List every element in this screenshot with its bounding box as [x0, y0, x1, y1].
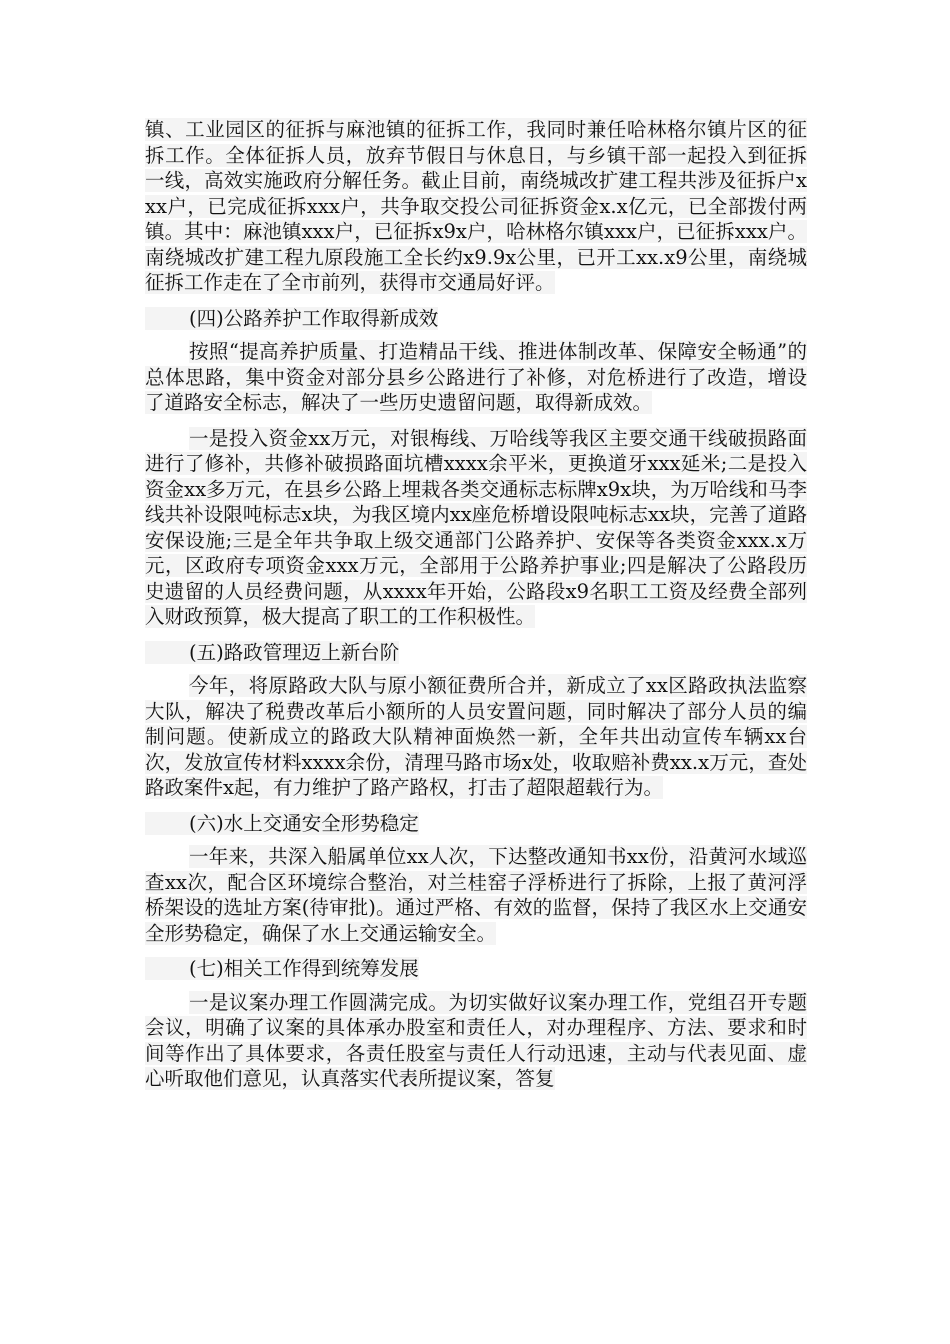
paragraph-expropriation [145, 117, 807, 296]
section-heading-water-traffic [145, 811, 807, 837]
heading-text: (四)公路养护工作取得新成效 [145, 307, 438, 330]
paragraph-text: 今年，将原路政大队与原小额征费所合并，新成立了xx区路政执法监察大队，解决了税费改革后小额所的人员安置问题，同时解决了部分人员的编制问题。使新成立的路政大队精神面焕然一新，全年共出动宣传车辆xx台次，发放宣传材料xxxx余份，清理马路市场x处，收取赔补费xx.x万元，查处路政案件x起，有力维护了路产路权，打击了超限超载行为。 [145, 674, 807, 799]
paragraph-road-administration [145, 673, 807, 801]
paragraph-text: 一是投入资金xx万元，对银梅线、万哈线等我区主要交通干线破损路面进行了修补，共修补破损路面坑槽xxxx余平米，更换道牙xxx延米;二是投入资金xx多万元，在县乡公路上埋栽各类交通标志标牌x9x块，为万哈线和马李线共补设限吨标志x块，为我区境内xx座危桥增设限吨标志xx块，完善了道路安保设施;三是全年共争取上级交通部门公路养护、安保等各类资金xxx.x万元，区政府专项资金xxx万元，全部用于公路养护事业;四是解决了公路段历史遗留的人员经费问题，从xxxx年开始，公路段x9名职工工资及经费全部列入财政预算，极大提高了职工的工作积极性。 [145, 426, 807, 628]
paragraph-text: 镇、工业园区的征拆与麻池镇的征拆工作，我同时兼任哈林格尔镇片区的征拆工作。全体征拆人员，放弃节假日与休息日，与乡镇干部一起投入到征拆一线，高效实施政府分解任务。截止目前，南绕城改扩建工程共涉及征拆户xxx户，已完成征拆xxx户，共争取交投公司征拆资金x.x亿元，已全部拨付两镇。其中：麻池镇xxx户，已征拆x9x户，哈林格尔镇xxx户，已征拆xxx户。南绕城改扩建工程九原段施工全长约x9.9x公里，已开工xx.x9公里，南绕城征拆工作走在了全市前列，获得市交通局好评。 [145, 118, 807, 294]
paragraph-related-work [145, 990, 807, 1092]
paragraph-text: 按照“提高养护质量、打造精品干线、推进体制改革、保障安全畅通”的总体思路，集中资金对部分县乡公路进行了补修，对危桥进行了改造，增设了道路安全标志，解决了一些历史遗留问题，取得新成效。 [145, 340, 807, 414]
paragraph-text: 一是议案办理工作圆满完成。为切实做好议案办理工作，党组召开专题会议，明确了议案的具体承办股室和责任人，对办理程序、方法、要求和时间等作出了具体要求，各责任股室与责任人行动迅速，主动与代表见面、虚心听取他们意见，认真落实代表所提议案，答复 [145, 990, 807, 1090]
paragraph-maintenance-approach [145, 339, 807, 416]
paragraph-water-traffic [145, 844, 807, 946]
paragraph-maintenance-details [145, 426, 807, 630]
heading-text: (五)路政管理迈上新台阶 [145, 641, 399, 664]
heading-text: (七)相关工作得到统筹发展 [145, 957, 419, 980]
document-page [145, 117, 807, 1092]
section-heading-road-maintenance [145, 306, 807, 332]
section-heading-road-administration [145, 640, 807, 666]
paragraph-text: 一年来，共深入船属单位xx人次，下达整改通知书xx份，沿黄河水域巡查xx次，配合区环境综合整治，对兰桂窑子浮桥进行了拆除，上报了黄河浮桥架设的选址方案(待审批)。通过严格、有效的监督，保持了我区水上交通安全形势稳定，确保了水上交通运输安全。 [145, 845, 807, 945]
heading-text: (六)水上交通安全形势稳定 [145, 812, 419, 835]
section-heading-related-work [145, 956, 807, 982]
